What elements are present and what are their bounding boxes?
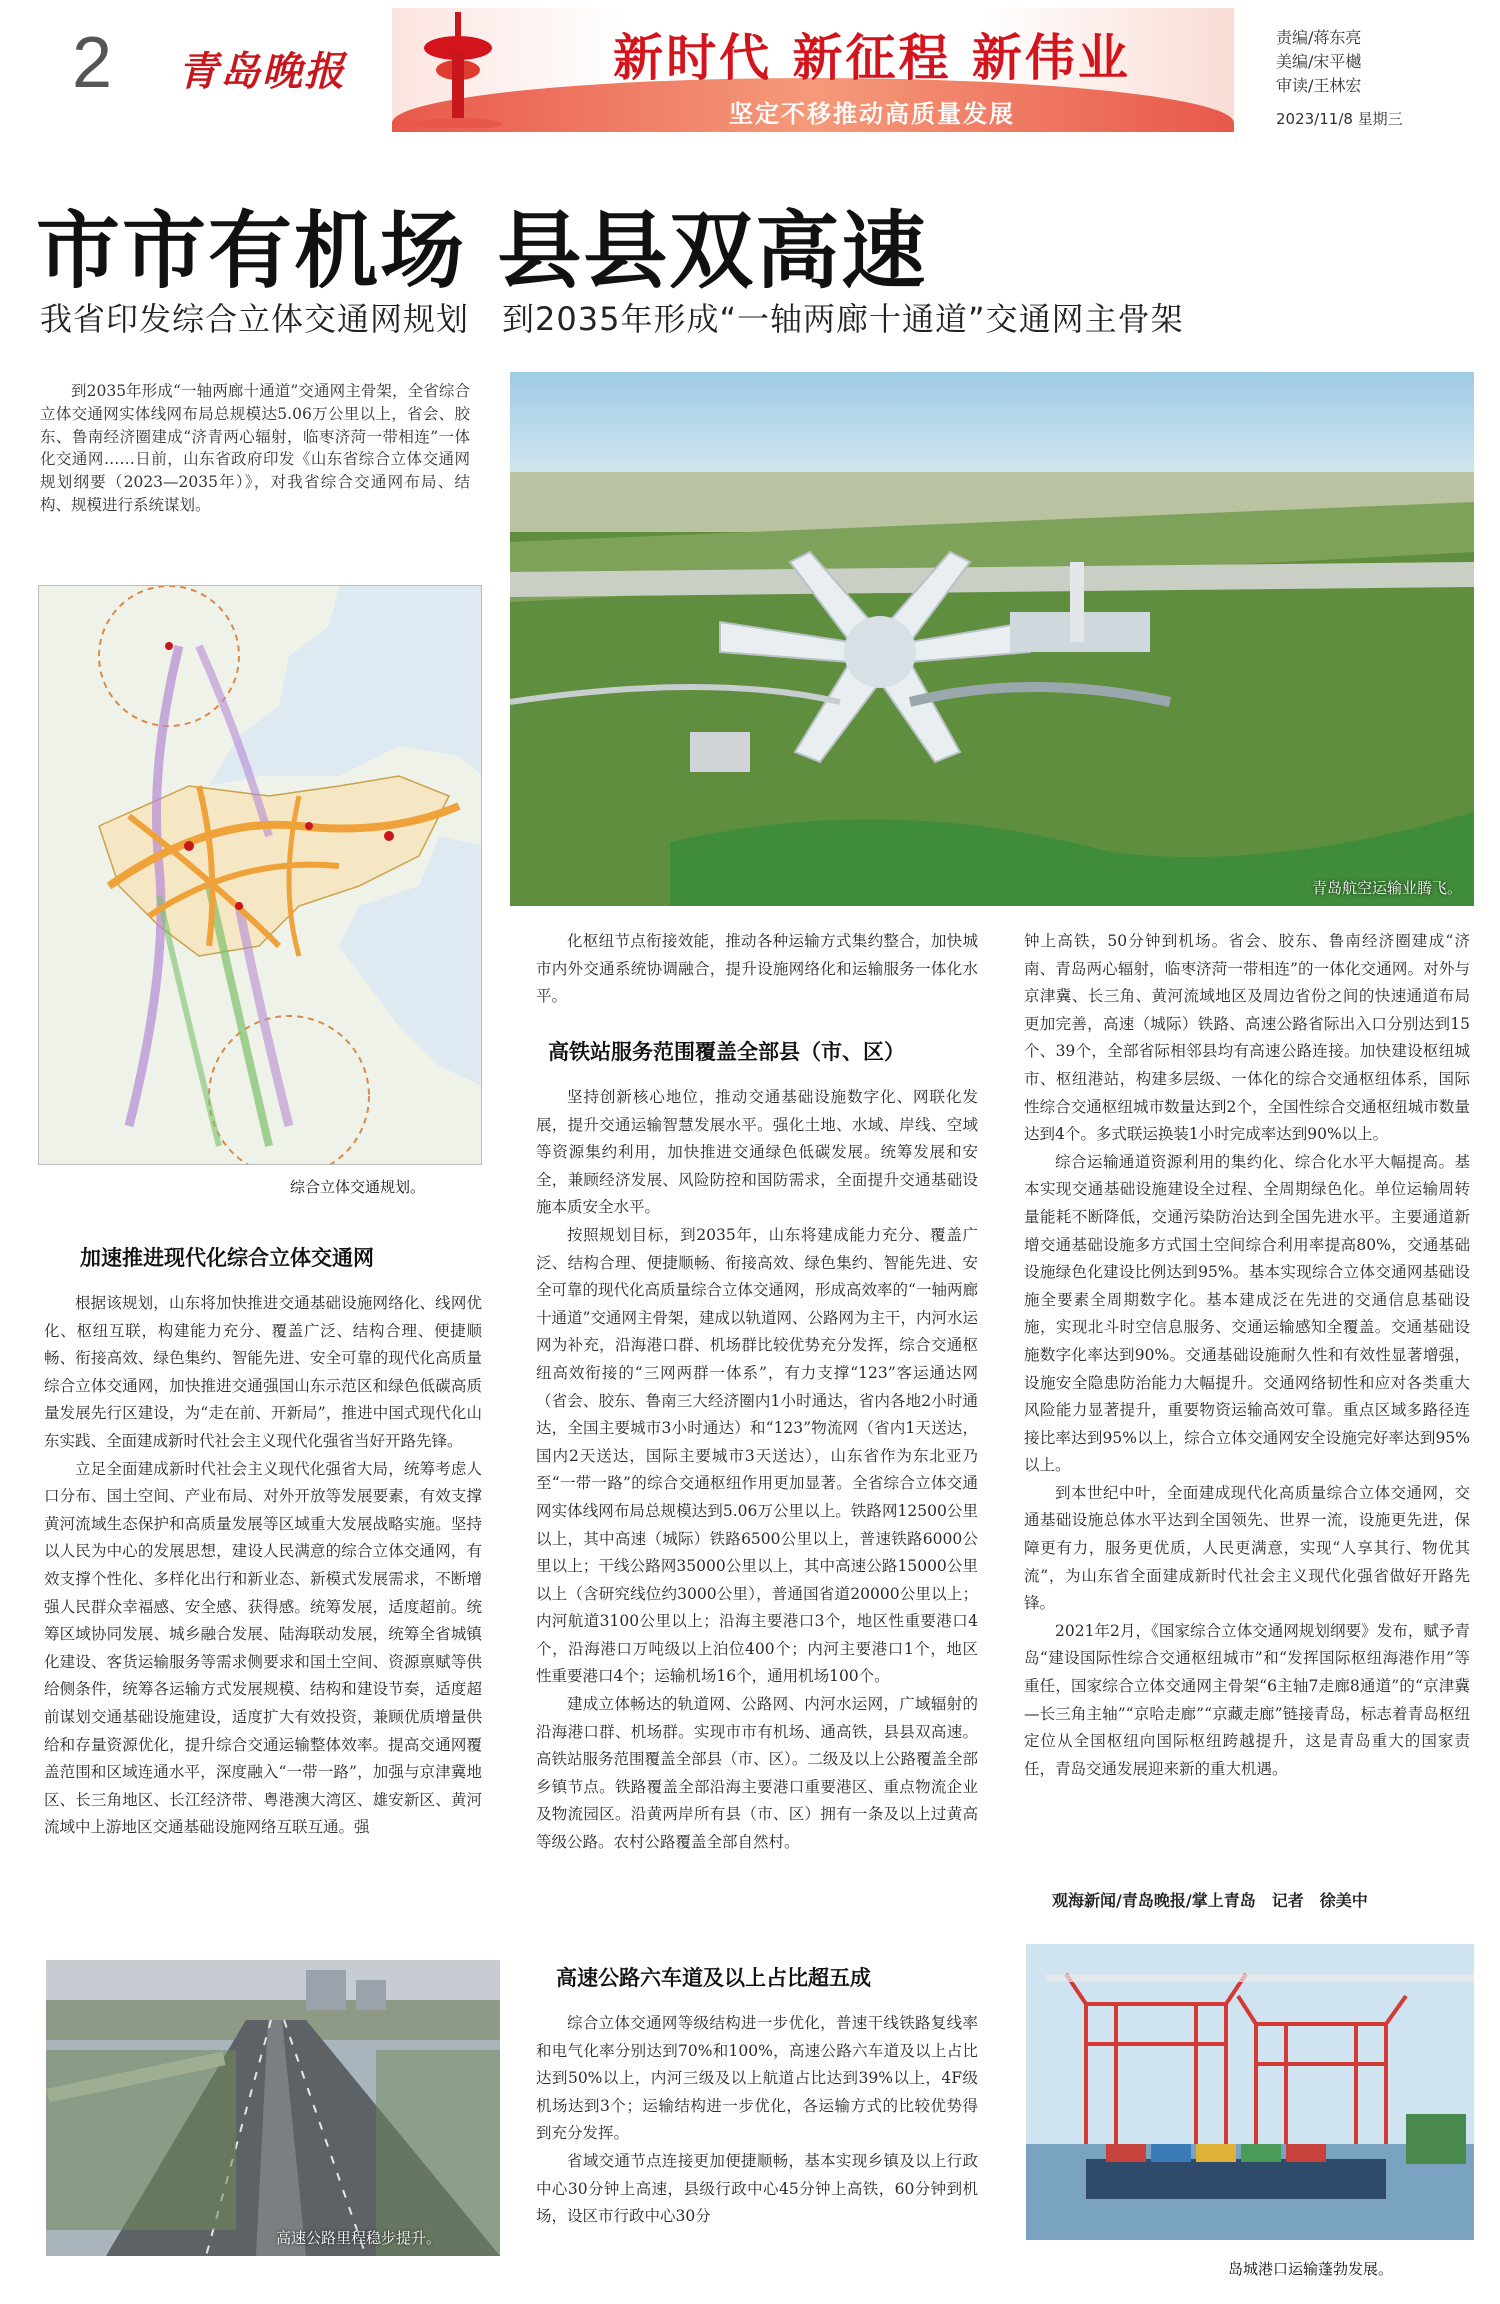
photo-caption: 青岛航空运输业腾飞。 [1311, 879, 1462, 897]
slogan-subtext: 坚定不移推动高质量发展 [729, 100, 1015, 128]
section-title: 加速推进现代化综合立体交通网 [80, 1246, 374, 1270]
paragraph: 钟上高铁，50分钟到机场。省会、胶东、鲁南经济圈建成“济南、青岛两心辐射，临枣济菏一带相连”的一体化交通网。对外与京津冀、长三角、黄河流域地区及周边省份之间的快速通道布局更加完善，高速（城际）铁路、高速公路省际出入口分别达到15个、39个，全部省际相邻县均有高速公路连接。加快建设枢纽城市、枢纽港站，构建多层级、一体化的综合交通枢纽体系，国际性综合交通枢纽城市数量达到2个，全国性综合交通枢纽城市数量达到4个。多式联运换装1小时完成率达到90%以上。 [1024, 932, 1470, 1144]
editor-credits [1276, 26, 1361, 98]
paragraph: 按照规划目标，到2035年，山东将建成能力充分、覆盖广泛、结构合理、便捷顺畅、衔接高效、绿色集约、智能先进、安全可靠的现代化高质量综合立体交通网，形成高效率的“一轴两廊十通道”交通网主骨架，建成以轨道网、公路网为主干，内河水运网为补充，沿海港口群、机场群比较优势充分发挥，综合交通枢纽高效衔接的“三网两群一体系”，有力支撑“123”客运通达网（省会、胶东、鲁南三大经济圈内1小时通达，省内各地2小时通达，全国主要城市3小时通达）和“123”物流网（省内1天送达，国内2天送达，国际主要城市3天送达），山东省作为东北亚乃至“一带一路”的综合交通枢纽作用更加显著。全省综合立体交通网实体线网布局总规模达到5.06万公里以上。铁路网12500公里以上，其中高速（城际）铁路6500公里以上，普速铁路6000公里以上；干线公路网35000公里以上，其中高速公路15000公里以上（含研究线位约3000公里），普通国省道20000公里以上；内河航道3100公里以上；沿海主要港口3个，地区性重要港口4个，沿海港口万吨级以上泊位400个；内河主要港口1个，地区性重要港口4个；运输机场16个，通用机场100个。 [536, 1225, 978, 1686]
paper-name-logo: 青岛晚报 [178, 48, 346, 95]
transport-plan-map [38, 585, 482, 1165]
paragraph: 省域交通节点连接更加便捷顺畅，基本实现乡镇及以上行政中心30分钟上高速，县级行政中心45分钟上高铁，60分钟到机场，设区市行政中心30分 [536, 2151, 978, 2226]
map-graphic [39, 586, 482, 1165]
paragraph: 化枢纽节点衔接效能，推动各种运输方式集约整合，加快城市内外交通系统协调融合，提升设施网络化和运输服务一体化水平。 [536, 932, 978, 1006]
photo-caption: 岛城港口运输蓬勃发展。 [1228, 2260, 1394, 2278]
paragraph: 立足全面建成新时代社会主义现代化强省大局，统筹考虑人口分布、国土空间、产业布局、对外开放等发展要素，有效支撑黄河流域生态保护和高质量发展等区域重大发展战略实施。坚持以人民为中心的发展思想，建设人民满意的综合立体交通网，有效支撑个性化、多样化出行和新业态、新模式发展需求，不断增强人民群众幸福感、安全感、获得感。统筹发展，适度超前。统筹区域协同发展、城乡融合发展、陆海联动发展，统筹全省城镇化建设、客货运输服务等需求侧要求和国土空间、资源禀赋等供给侧条件，统筹各运输方式发展规模、结构和建设节奏，适度超前谋划交通基础设施建设，适度扩大有效投资，兼顾优质增量供给和存量资源优化，提升综合交通运输整体效率。提高交通网覆盖范围和区域连通水平，深度融入“一带一路”，加强与京津冀地区、长三角地区、长江经济带、粤港澳大湾区、雄安新区、黄河流域中上游地区交通基础设施网络互联互通。强 [44, 1459, 482, 1837]
headline: 市市有机场 县县双高速 [36, 202, 928, 300]
section-title: 高速公路六车道及以上占比超五成 [556, 1966, 871, 1990]
article-column-2 [536, 1084, 978, 1857]
airport-photo [510, 372, 1474, 906]
slogan-text: 新时代 新征程 新伟业 [613, 29, 1131, 87]
subheadline: 我省印发综合立体交通网规划 到2035年形成“一轴两廊十通道”交通网主骨架 [40, 300, 1184, 338]
editor-credit: 责编/蒋东亮 [1276, 28, 1362, 47]
section-title: 高铁站服务范围覆盖全部县（市、区） [548, 1040, 905, 1064]
paragraph: 到本世纪中叶，全面建成现代化高质量综合立体交通网，交通基础设施总体水平达到全国领先、世界一流，设施更先进，保障更有力，服务更优质，人民更满意，实现“人享其行、物优其流”，为山东省全面建成新时代社会主义现代化强省做好开路先锋。 [1024, 1483, 1470, 1613]
tv-tower-icon [402, 12, 514, 128]
slogan-banner [392, 8, 1234, 132]
editor-credit: 美编/宋平樾 [1276, 52, 1362, 71]
publication-date: 2023/11/8 星期三 [1276, 110, 1403, 128]
paragraph: 建成立体畅达的轨道网、公路网、内河水运网，广域辐射的沿海港口群、机场群。实现市市有机场、通高铁，县县双高速。高铁站服务范围覆盖全部县（市、区）。二级及以上公路覆盖全部乡镇节点。铁路覆盖全部沿海主要港口重要港区、重点物流企业及物流园区。沿黄两岸所有县（市、区）拥有一条及以上过黄高等级公路。农村公路覆盖全部自然村。 [536, 1695, 978, 1852]
article-column-3 [1024, 928, 1470, 1783]
port-photo [1026, 1944, 1474, 2240]
paragraph: 根据该规划，山东将加快推进交通基础设施网络化、线网优化、枢纽互联，构建能力充分、覆盖广泛、结构合理、便捷顺畅、衔接高效、绿色集约、智能先进、安全可靠的现代化高质量综合立体交通网，加快推进交通强国山东示范区和绿色低碳高质量发展先行区建设，为“走在前、开新局”，推进中国式现代化山东实践、全面建成新时代社会主义现代化强省当好开路先锋。 [44, 1294, 482, 1450]
photo-caption: 高速公路里程稳步提升。 [276, 2229, 442, 2247]
editor-credit: 审读/王林宏 [1276, 76, 1362, 95]
paragraph: 坚持创新核心地位，推动交通基础设施数字化、网联化发展，提升交通运输智慧发展水平。强化土地、水域、岸线、空域等资源集约利用，加快推进交通绿色低碳发展。统筹发展和安全，兼顾经济发展、风险防控和国防需求，全面提升交通基础设施本质安全水平。 [536, 1088, 978, 1217]
map-caption: 综合立体交通规划。 [290, 1178, 426, 1196]
paragraph: 综合运输通道资源利用的集约化、综合化水平大幅提高。基本实现交通基础设施建设全过程、全周期绿色化。单位运输周转量能耗不断降低，交通污染防治达到全国先进水平。主要通道新增交通基础设施多方式国土空间综合利用率提高80%，交通基础设施绿色化建设比例达到95%。基本实现综合立体交通网基础设施全要素全周期数字化。基本建成泛在先进的交通信息基础设施，实现北斗时空信息服务、交通运输感知全覆盖。交通基础设施数字化率达到90%。交通基础设施耐久性和有效性显著增强，设施安全隐患防治能力大幅提升。交通网络韧性和应对各类重大风险能力显著提升，重要物资运输高效可靠。重点区域多路径连接比率达到95%以上，综合立体交通网安全设施完好率达到95%以上。 [1024, 1152, 1471, 1475]
article-column-2-bottom [536, 2010, 978, 2231]
byline: 观海新闻/青岛晚报/掌上青岛 记者 徐美中 [1052, 1891, 1368, 1910]
paragraph: 综合立体交通网等级结构进一步优化，普速干线铁路复线率和电气化率分别达到70%和100%，高速公路六车道及以上占比达到50%以上，内河三级及以上航道占比达到39%以上，4F级机场达到3个；运输结构进一步优化，各运输方式的比较优势得到充分发挥。 [536, 2014, 978, 2143]
page-number: 2 [72, 23, 113, 103]
masthead [0, 0, 1500, 140]
lead-paragraph: 到2035年形成“一轴两廊十通道”交通网主骨架，全省综合立体交通网实体线网布局总规模达5.06万公里以上，省会、胶东、鲁南经济圈建成“济青两心辐射，临枣济菏一带相连”一体化交通网……日前，山东省政府印发《山东省综合立体交通网规划纲要（2023—2035年）》，对我省综合交通网布局、结构、规模进行系统谋划。 [40, 382, 470, 514]
paragraph: 2021年2月，《国家综合立体交通网规划纲要》发布，赋予青岛“建设国际性综合交通枢纽城市”和“发挥国际枢纽海港作用”等重任，国家综合立体交通网主骨架“6主轴7走廊8通道”的“京津冀—长三角主轴”“京哈走廊”“京藏走廊”链接青岛，标志着青岛枢纽定位从全国枢纽向国际枢纽跨越提升，这是青岛重大的国家责任，青岛交通发展迎来新的重大机遇。 [1024, 1621, 1470, 1778]
article-column-2-top [536, 928, 978, 1011]
highway-photo [46, 1960, 500, 2256]
article-column-1 [44, 1290, 482, 1842]
